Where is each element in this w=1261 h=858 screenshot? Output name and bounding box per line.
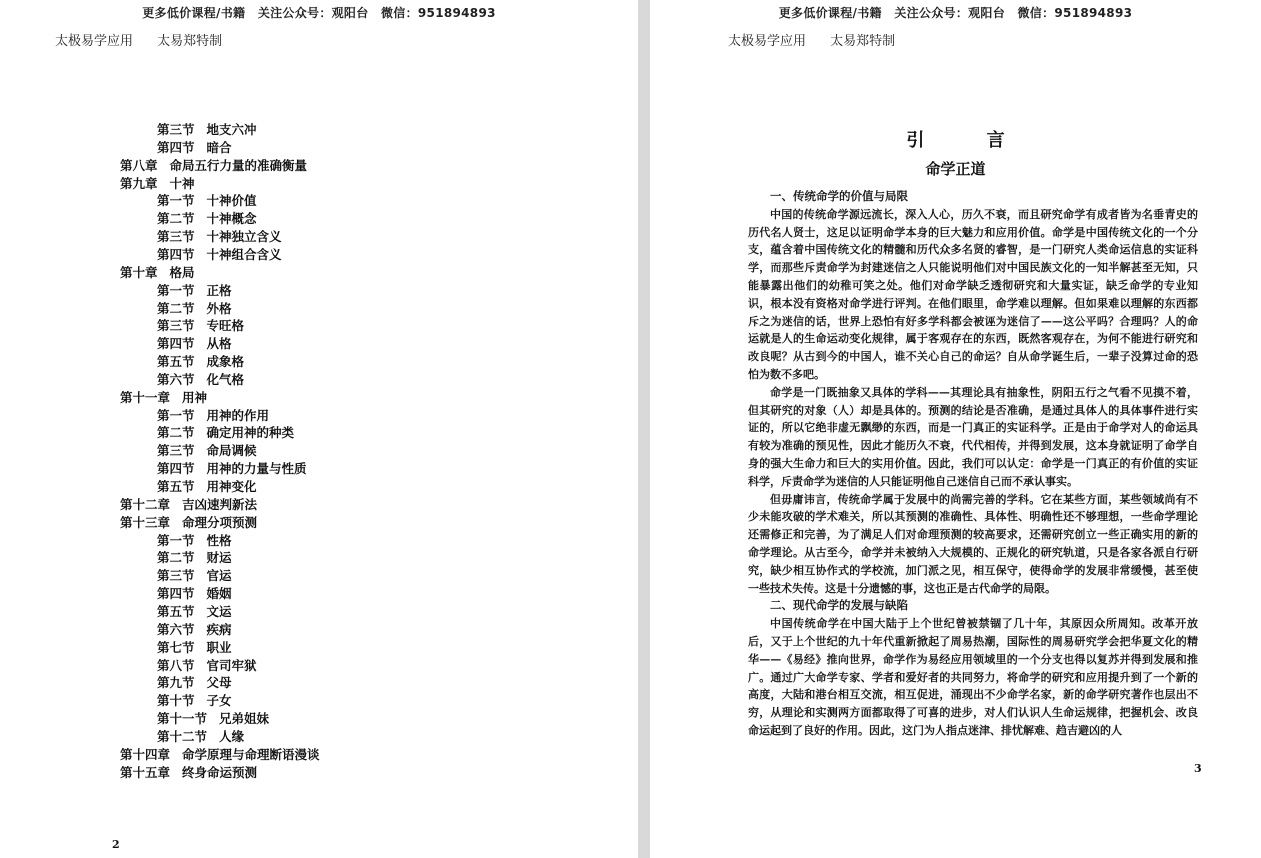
toc-section-entry [157, 460, 307, 478]
toc-section-entry [157, 585, 232, 603]
toc-chapter-entry [120, 514, 257, 532]
toc-section-entry [157, 549, 232, 567]
toc-section-entry [157, 210, 257, 228]
toc-number: 第二节 [157, 300, 195, 316]
body-text [748, 188, 1198, 740]
toc-title: 外格 [206, 300, 232, 316]
toc-section-entry [157, 121, 257, 139]
toc-title: 化气格 [206, 371, 245, 387]
toc-number: 第九节 [157, 675, 195, 691]
toc-number: 第二节 [157, 211, 195, 227]
toc-title: 终身命运预测 [182, 764, 258, 780]
toc-title: 财运 [206, 550, 232, 566]
toc-section-entry [157, 478, 257, 496]
toc-number: 第十章 [120, 264, 158, 280]
toc-number: 第二节 [157, 550, 195, 566]
toc-title: 专旺格 [206, 318, 245, 334]
toc-title: 命局五行力量的准确衡量 [169, 157, 308, 173]
toc-chapter-entry [120, 764, 257, 782]
toc-number: 第十三章 [120, 514, 171, 530]
toc-title: 婚姻 [206, 586, 232, 602]
toc-number: 第八章 [120, 157, 158, 173]
section-heading: 二、现代命学的发展与缺陷 [770, 598, 908, 613]
toc-title: 官运 [206, 568, 232, 584]
toc-number: 第一节 [157, 532, 195, 548]
toc-title: 父母 [206, 675, 232, 691]
toc-title: 十神组合含义 [206, 246, 282, 262]
page-number: 2 [112, 838, 120, 851]
toc-section-entry [157, 567, 232, 585]
toc-section-entry [157, 246, 282, 264]
section-heading: 一、传统命学的价值与局限 [770, 189, 908, 203]
toc-title: 性格 [206, 532, 232, 548]
chapter-subtitle: 命学正道 [925, 160, 986, 178]
toc-title: 吉凶速判新法 [182, 496, 258, 512]
toc-title: 用神变化 [206, 479, 257, 494]
toc-number: 第十四章 [120, 746, 171, 762]
toc-section-entry [157, 192, 257, 210]
header-book-title: 太极易学应用 [728, 34, 807, 49]
header-book-title: 太极易学应用 [55, 34, 134, 49]
banner-text-3: 微信：951894893 [381, 6, 496, 20]
toc-title: 成象格 [206, 354, 245, 370]
toc-title: 人缘 [219, 728, 245, 744]
promo-banner [650, 4, 1261, 21]
toc-section-entry [157, 228, 282, 246]
toc-chapter-entry [120, 746, 320, 764]
toc-title: 暗合 [206, 139, 232, 155]
toc-title: 十神概念 [206, 211, 257, 227]
toc-title: 从格 [206, 336, 232, 352]
toc-chapter-entry [120, 496, 257, 514]
toc-section-entry [157, 317, 244, 335]
header-author: 太易郑特制 [157, 34, 223, 49]
toc-number: 第八节 [157, 657, 195, 673]
toc-title: 用神 [182, 389, 208, 405]
toc-section-entry [157, 442, 257, 460]
page-number: 3 [1194, 762, 1202, 775]
toc-number: 第三节 [157, 443, 195, 459]
banner-text-2: 关注公众号：观阳台 [257, 6, 369, 20]
toc-title: 正格 [206, 282, 232, 298]
toc-section-entry [157, 674, 232, 692]
right-page [650, 0, 1261, 858]
toc-title: 十神独立含义 [206, 229, 282, 245]
toc-number: 第五节 [157, 479, 195, 494]
toc-number: 第五节 [157, 603, 195, 619]
toc-number: 第十二节 [157, 728, 208, 744]
running-header [55, 30, 242, 49]
toc-number: 第十一节 [157, 711, 208, 727]
toc-title: 职业 [206, 639, 232, 655]
banner-text-1: 更多低价课程/书籍 [778, 6, 882, 20]
toc-section-entry [157, 710, 269, 728]
toc-title: 确定用神的种类 [206, 425, 295, 441]
toc-number: 第十一章 [120, 389, 171, 405]
toc-number: 第二节 [157, 425, 195, 441]
toc-section-entry [157, 335, 232, 353]
banner-text-1: 更多低价课程/书籍 [142, 6, 246, 20]
toc-number: 第六节 [157, 621, 195, 637]
toc-title: 文运 [206, 603, 232, 619]
toc-section-entry [157, 639, 232, 657]
toc-title: 命局调候 [206, 443, 257, 459]
toc-number: 第一节 [157, 282, 195, 298]
toc-number: 第四节 [157, 246, 195, 262]
paragraph: 但毋庸讳言，传统命学属于发展中的尚需完善的学科。它在某些方面，某些领域尚有不少未能攻破的学术难关，所以其预测的准确性、具体性、明确性还不够理想，一些命学理论还需修正和完善，为了满足人们对命理预测的较高要求，还需研究创立一些正确实用的新的命学理论。从古至今，命学并未被纳入大规模的、正规化的研究轨道，只是各家各派自行研究，缺少相互协作式的学校流，加门派之见，相互保守，使得命学的发展非常缓慢，甚至使一些技术失传。这是十分遗憾的事，这也正是古代命学的局限。 [748, 492, 1198, 595]
toc-number: 第五节 [157, 354, 195, 370]
toc-title: 官司牢狱 [206, 657, 257, 673]
toc-title: 用神的力量与性质 [206, 461, 307, 477]
toc-section-entry [157, 282, 232, 300]
toc-title: 地支六冲 [206, 122, 257, 137]
toc-section-entry [157, 353, 244, 371]
toc-number: 第四节 [157, 336, 195, 352]
paragraph: 中国的传统命学源远流长，深入人心，历久不衰，而且研究命学有成者皆为名垂青史的历代名人贤士，这足以证明命学本身的巨大魅力和应用价值。命学是中国传统文化的一个分支，蕴含着中国传统文化的精髓和历代众多名贤的睿智，是一门研究人类命运信息的实证科学，而那些斥责命学为封建迷信之人只能说明他们对中国民族文化的一知半解甚至无知，只能暴露出他们的幼稚可笑之处。他们对命学缺乏透彻研究和大量实证，缺乏命学的专业知识，根本没有资格对命学进行评判。在他们眼里，命学难以理解。但如果难以理解的东西都斥之为迷信的话，世界上恐怕有好多学科都会被诬为迷信了——这公平吗？合理吗？人的命运就是人的生命运动变化规律，属于客观存在的东西，既然客观存在，为何不能进行研究和改良呢？从古到今的中国人，谁不关心自己的命运？自从命学诞生后，一辈子没算过命的恐怕为数不多吧。 [748, 207, 1198, 381]
toc-number: 第十节 [157, 693, 195, 709]
toc-section-entry [157, 603, 232, 621]
toc-number: 第三节 [157, 122, 195, 137]
banner-text-2: 关注公众号：观阳台 [894, 6, 1006, 20]
toc-number: 第九章 [120, 175, 158, 191]
paragraph: 命学是一门既抽象又具体的学科——其理论具有抽象性，阴阳五行之气看不见摸不着，但其研究的对象（人）却是具体的。预测的结论是否准确，是通过具体人的具体事件进行实证的，所以它绝非虚无飘缈的东西，而是一门真正的实证科学。正是由于命学对人的命运具有较为准确的预见性，因此才能历久不衰，代代相传，并得到发展，这本身就证明了命学自身的强大生命力和巨大的实用价值。因此，我们可以认定：命学是一门真正的有价值的实证科学，斥责命学为迷信的人只能证明他自己迷信自己而不承认事实。 [748, 385, 1198, 488]
toc-chapter-entry [120, 157, 307, 175]
toc-number: 第三节 [157, 318, 195, 334]
toc-number: 第十二章 [120, 496, 171, 512]
toc-title: 命理分项预测 [182, 514, 258, 530]
chapter-title: 引 言 [906, 130, 1033, 151]
toc-chapter-entry [120, 264, 195, 282]
toc-section-entry [157, 407, 269, 425]
toc-title: 兄弟姐妹 [219, 711, 270, 727]
toc-number: 第七节 [157, 639, 195, 655]
toc-section-entry [157, 621, 232, 639]
toc-section-entry [157, 532, 232, 550]
toc-title: 疾病 [206, 621, 232, 637]
toc-chapter-entry [120, 389, 207, 407]
toc-number: 第三节 [157, 229, 195, 245]
toc-title: 命学原理与命理断语漫谈 [182, 746, 320, 762]
paragraph: 中国传统命学在中国大陆于上个世纪曾被禁锢了几十年，其原因众所周知。改革开放后，又于上个世纪的九十年代重新掀起了周易热潮，国际性的周易研究学会把华夏文化的精华——《易经》推向世界，命学作为易经应用领域里的一个分支也得以复苏并得到发展和推广。通过广大命学专家、学者和爱好者的共同努力，将命学的研究和应用提升到了一个新的高度，大陆和港台相互交流，相互促进，涌现出不少命学名家，新的命学研究著作也层出不穷，从理论和实测两方面都取得了可喜的进步，对人们认识人生命运规律，把握机会、改良命运起到了良好的作用。因此，这门为人指点迷津、排忧解难、趋吉避凶的人 [748, 617, 1198, 737]
toc-section-entry [157, 300, 232, 318]
toc-title: 用神的作用 [206, 407, 270, 423]
toc-title: 十神价值 [206, 193, 257, 209]
header-author: 太易郑特制 [830, 34, 896, 49]
toc-number: 第六节 [157, 371, 195, 387]
toc-section-entry [157, 371, 244, 389]
promo-banner [0, 4, 638, 21]
toc-section-entry [157, 657, 257, 675]
toc-number: 第四节 [157, 586, 195, 602]
toc-number: 第一节 [157, 407, 195, 423]
toc-number: 第三节 [157, 568, 195, 584]
toc-section-entry [157, 424, 294, 442]
toc-number: 第十五章 [120, 764, 171, 780]
toc-number: 第四节 [157, 461, 195, 477]
running-header [728, 30, 915, 49]
toc-chapter-entry [120, 175, 195, 193]
toc-number: 第一节 [157, 193, 195, 209]
toc-section-entry [157, 728, 244, 746]
toc-section-entry [157, 139, 232, 157]
toc-title: 格局 [169, 264, 195, 280]
toc-number: 第四节 [157, 139, 195, 155]
toc-section-entry [157, 692, 232, 710]
toc-title: 十神 [169, 175, 195, 191]
banner-text-3: 微信：951894893 [1017, 6, 1133, 20]
toc-title: 子女 [206, 693, 232, 709]
